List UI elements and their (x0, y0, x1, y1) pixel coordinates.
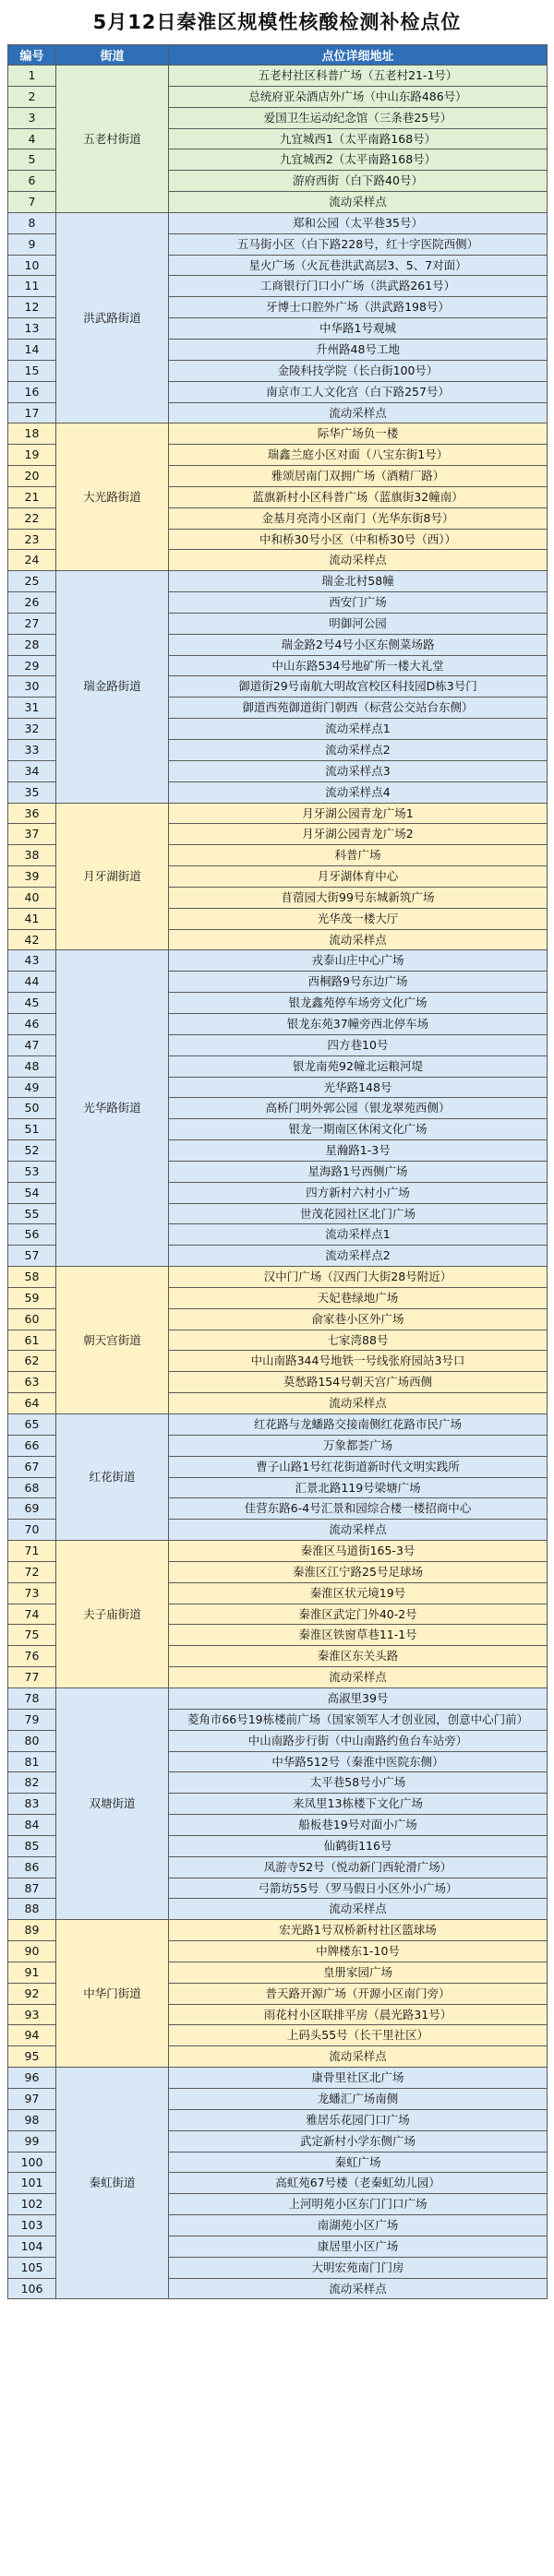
row-number: 4 (8, 128, 56, 149)
site-address: 上码头55号（长干里社区） (169, 2025, 548, 2046)
row-number: 82 (8, 1772, 56, 1794)
row-number: 45 (8, 993, 56, 1014)
site-address: 武定新村小学东侧广场 (169, 2130, 548, 2152)
row-number: 47 (8, 1034, 56, 1055)
row-number: 27 (8, 613, 56, 634)
row-number: 73 (8, 1582, 56, 1604)
row-number: 102 (8, 2194, 56, 2215)
row-number: 65 (8, 1414, 56, 1436)
site-address: 秦淮区铁窗草巷11-1号 (169, 1625, 548, 1646)
row-number: 87 (8, 1878, 56, 1899)
row-number: 36 (8, 803, 56, 824)
row-number: 14 (8, 339, 56, 360)
site-address: 科普广场 (169, 845, 548, 866)
table-row (8, 803, 548, 824)
row-number: 22 (8, 507, 56, 529)
site-address: 流动采样点 (169, 402, 548, 423)
table-row (8, 212, 548, 233)
site-address: 蓝旗新村小区科普广场（蓝旗街32幢南） (169, 486, 548, 507)
site-address: 红花路与龙蟠路交接南侧红花路市民广场 (169, 1414, 548, 1436)
row-number: 62 (8, 1351, 56, 1372)
site-address: 高桥门明外郭公园（银龙翠苑西侧） (169, 1098, 548, 1119)
row-number: 30 (8, 676, 56, 698)
site-address: 流动采样点 (169, 1520, 548, 1541)
row-number: 77 (8, 1667, 56, 1688)
row-number: 64 (8, 1393, 56, 1414)
site-address: 爱国卫生运动纪念馆（三条巷25号） (169, 107, 548, 128)
site-address: 流动采样点 (169, 1899, 548, 1920)
row-number: 9 (8, 233, 56, 255)
row-number: 55 (8, 1203, 56, 1224)
row-number: 33 (8, 740, 56, 761)
table-row (8, 2068, 548, 2089)
page-title: 5月12日秦淮区规模性核酸检测补检点位 (92, 11, 462, 33)
street-name: 秦虹街道 (56, 2068, 169, 2299)
site-address: 高淑里39号 (169, 1688, 548, 1709)
row-number: 3 (8, 107, 56, 128)
header-address: 点位详细地址 (169, 45, 548, 66)
site-address: 皇册家园广场 (169, 1962, 548, 1983)
row-number: 16 (8, 381, 56, 402)
site-address: 金基月亮湾小区南门（光华东街8号） (169, 507, 548, 529)
site-address: 星火广场（火瓦巷洪武高层3、5、7对面） (169, 255, 548, 276)
row-number: 104 (8, 2236, 56, 2257)
site-address: 流动采样点 (169, 192, 548, 213)
site-address: 金陵科技学院（长白街100号） (169, 360, 548, 381)
row-number: 48 (8, 1055, 56, 1077)
row-number: 26 (8, 592, 56, 614)
site-address: 工商银行门口小广场（洪武路261号） (169, 276, 548, 297)
row-number: 84 (8, 1815, 56, 1836)
site-address: 流动采样点 (169, 2278, 548, 2299)
site-address: 南京市工人文化宫（白下路257号） (169, 381, 548, 402)
row-number: 70 (8, 1520, 56, 1541)
site-address: 宏光路1号双桥新村社区篮球场 (169, 1920, 548, 1941)
site-address: 瑞金北村58幢 (169, 571, 548, 592)
row-number: 74 (8, 1604, 56, 1625)
row-number: 43 (8, 950, 56, 972)
site-address: 流动采样点 (169, 1667, 548, 1688)
site-address: 月牙湖公园青龙广场1 (169, 803, 548, 824)
header-street: 街道 (56, 45, 169, 66)
site-address: 船板巷19号对面小广场 (169, 1815, 548, 1836)
site-address: 西桐路9号东边广场 (169, 972, 548, 993)
row-number: 86 (8, 1856, 56, 1878)
site-address: 御道西苑御道街门朝西（标营公交站台东侧） (169, 698, 548, 719)
row-number: 52 (8, 1140, 56, 1162)
row-number: 2 (8, 86, 56, 107)
row-number: 57 (8, 1246, 56, 1267)
row-number: 37 (8, 824, 56, 845)
row-number: 88 (8, 1899, 56, 1920)
row-number: 81 (8, 1751, 56, 1772)
row-number: 98 (8, 2109, 56, 2130)
row-number: 90 (8, 1941, 56, 1962)
site-address: 南湖苑小区广场 (169, 2215, 548, 2236)
table-row (8, 423, 548, 445)
row-number: 13 (8, 318, 56, 340)
row-number: 56 (8, 1224, 56, 1246)
site-address: 秦淮区江宁路25号足球场 (169, 1561, 548, 1582)
site-address: 中山南路344号地铁一号线张府园站3号口 (169, 1351, 548, 1372)
site-address: 银龙一期南区休闲文化广场 (169, 1119, 548, 1140)
site-address: 世茂花园社区北门广场 (169, 1203, 548, 1224)
site-address: 七家湾88号 (169, 1330, 548, 1351)
site-address: 天妃巷绿地广场 (169, 1287, 548, 1308)
site-address: 秦淮区马道街165-3号 (169, 1541, 548, 1562)
site-address: 戎泰山庄中心广场 (169, 950, 548, 972)
site-address: 流动采样点 (169, 1393, 548, 1414)
row-number: 5 (8, 149, 56, 171)
row-number: 21 (8, 486, 56, 507)
row-number: 18 (8, 423, 56, 445)
row-number: 75 (8, 1625, 56, 1646)
row-number: 91 (8, 1962, 56, 1983)
site-address: 苜蓿园大街99号东城新筑广场 (169, 887, 548, 908)
table-row (8, 1541, 548, 1562)
street-name: 五老村街道 (56, 66, 169, 213)
row-number: 79 (8, 1709, 56, 1730)
row-number: 54 (8, 1182, 56, 1203)
site-address: 秦淮区东关头路 (169, 1646, 548, 1667)
row-number: 32 (8, 719, 56, 740)
site-address: 汉中门广场（汉西门大街28号附近） (169, 1267, 548, 1288)
site-address: 九宜城西2（太平南路168号） (169, 149, 548, 171)
site-address: 流动采样点4 (169, 781, 548, 803)
row-number: 72 (8, 1561, 56, 1582)
site-address: 流动采样点1 (169, 1224, 548, 1246)
row-number: 39 (8, 866, 56, 888)
row-number: 96 (8, 2068, 56, 2089)
site-address: 康骨里社区北广场 (169, 2068, 548, 2089)
row-number: 105 (8, 2257, 56, 2278)
site-address: 瑞鑫兰庭小区对面（八宝东街1号） (169, 445, 548, 466)
site-address: 凤游寺52号（悦动新门西轮滑广场） (169, 1856, 548, 1878)
row-number: 11 (8, 276, 56, 297)
site-address: 月牙湖公园青龙广场2 (169, 824, 548, 845)
street-name: 瑞金路街道 (56, 571, 169, 803)
site-address: 中山东路534号地矿所一楼大礼堂 (169, 655, 548, 676)
site-address: 光华茂一楼大厅 (169, 908, 548, 929)
table-row (8, 571, 548, 592)
row-number: 92 (8, 1983, 56, 2004)
site-address: 流动采样点 (169, 929, 548, 950)
street-name: 夫子庙街道 (56, 1541, 169, 1688)
site-address: 龙蟠汇广场南侧 (169, 2089, 548, 2110)
row-number: 42 (8, 929, 56, 950)
street-name: 月牙湖街道 (56, 803, 169, 950)
row-number: 17 (8, 402, 56, 423)
site-address: 际华广场负一楼 (169, 423, 548, 445)
site-address: 康居里小区广场 (169, 2236, 548, 2257)
site-address: 光华路148号 (169, 1077, 548, 1098)
row-number: 103 (8, 2215, 56, 2236)
row-number: 101 (8, 2173, 56, 2194)
site-address: 仙鹤街116号 (169, 1835, 548, 1856)
row-number: 34 (8, 760, 56, 781)
site-address: 俞家巷小区外广场 (169, 1308, 548, 1330)
row-number: 69 (8, 1498, 56, 1520)
table-row (8, 66, 548, 87)
site-address: 五老村社区科普广场（五老村21-1号） (169, 66, 548, 87)
row-number: 35 (8, 781, 56, 803)
row-number: 8 (8, 212, 56, 233)
row-number: 40 (8, 887, 56, 908)
table-header-row (8, 45, 548, 66)
row-number: 44 (8, 972, 56, 993)
site-address: 总统府亚朵酒店外广场（中山东路486号） (169, 86, 548, 107)
site-address: 牙博士口腔外广场（洪武路198号） (169, 297, 548, 318)
row-number: 51 (8, 1119, 56, 1140)
site-address: 弓箭坊55号（罗马假日小区外小广场） (169, 1878, 548, 1899)
site-address: 中山南路步行街（中山南路约鱼台车站旁） (169, 1730, 548, 1751)
site-address: 银龙东苑37幢旁西北停车场 (169, 1013, 548, 1034)
site-address: 四方巷10号 (169, 1034, 548, 1055)
row-number: 12 (8, 297, 56, 318)
row-number: 93 (8, 2004, 56, 2025)
row-number: 97 (8, 2089, 56, 2110)
row-number: 25 (8, 571, 56, 592)
site-address: 郑和公园（太平巷35号） (169, 212, 548, 233)
row-number: 23 (8, 529, 56, 550)
site-address: 星海路1号西侧广场 (169, 1161, 548, 1182)
row-number: 19 (8, 445, 56, 466)
site-address: 高虹苑67号楼（老秦虹幼儿园） (169, 2173, 548, 2194)
row-number: 76 (8, 1646, 56, 1667)
row-number: 53 (8, 1161, 56, 1182)
site-address: 雨花村小区联排平房（晨光路31号） (169, 2004, 548, 2025)
table-row (8, 1920, 548, 1941)
site-address: 雅居乐花园门口广场 (169, 2109, 548, 2130)
site-address: 流动采样点 (169, 2046, 548, 2068)
table-row (8, 950, 548, 972)
street-name: 红花街道 (56, 1414, 169, 1541)
row-number: 50 (8, 1098, 56, 1119)
row-number: 24 (8, 550, 56, 571)
site-address: 中牌楼东1-10号 (169, 1941, 548, 1962)
row-number: 15 (8, 360, 56, 381)
site-address: 曹子山路1号红花街道新时代文明实践所 (169, 1456, 548, 1477)
site-address: 四方新村六村小广场 (169, 1182, 548, 1203)
site-address: 雅颂居南门双拥广场（酒精厂路） (169, 466, 548, 487)
site-address: 升州路48号工地 (169, 339, 548, 360)
row-number: 6 (8, 171, 56, 192)
row-number: 89 (8, 1920, 56, 1941)
site-address: 瑞金路2号4号小区东侧菜场路 (169, 634, 548, 655)
row-number: 95 (8, 2046, 56, 2068)
row-number: 99 (8, 2130, 56, 2152)
site-address: 太平巷58号小广场 (169, 1772, 548, 1794)
site-address: 秦虹广场 (169, 2152, 548, 2173)
site-address: 流动采样点 (169, 550, 548, 571)
row-number: 63 (8, 1372, 56, 1393)
row-number: 68 (8, 1477, 56, 1498)
row-number: 83 (8, 1794, 56, 1815)
site-address: 流动采样点2 (169, 1246, 548, 1267)
row-number: 67 (8, 1456, 56, 1477)
street-name: 大光路街道 (56, 423, 169, 571)
site-address: 菱角市66号19栋楼前广场（国家领军人才创业园，创意中心门前） (169, 1709, 548, 1730)
row-number: 58 (8, 1267, 56, 1288)
site-address: 流动采样点3 (169, 760, 548, 781)
site-address: 秦淮区状元境19号 (169, 1582, 548, 1604)
site-address: 五马街小区（白下路228号，红十字医院西侧） (169, 233, 548, 255)
site-address: 中和桥30号小区（中和桥30号（西）） (169, 529, 548, 550)
table-body (8, 66, 548, 2299)
row-number: 61 (8, 1330, 56, 1351)
site-address: 流动采样点2 (169, 740, 548, 761)
site-address: 莫愁路154号朝天宫广场西侧 (169, 1372, 548, 1393)
site-address: 银龙南苑92幢北运粮河堤 (169, 1055, 548, 1077)
site-address: 上河明苑小区东门门口广场 (169, 2194, 548, 2215)
site-address: 中华路512号（秦淮中医院东侧） (169, 1751, 548, 1772)
site-address: 大明宏苑南门门房 (169, 2257, 548, 2278)
table-row (8, 1688, 548, 1709)
site-address: 汇景北路119号梁塘广场 (169, 1477, 548, 1498)
street-name: 朝天宫街道 (56, 1267, 169, 1414)
row-number: 31 (8, 698, 56, 719)
site-address: 明御河公园 (169, 613, 548, 634)
street-name: 光华路街道 (56, 950, 169, 1267)
site-address: 御道街29号南航大明故宫校区科技园D栋3号门 (169, 676, 548, 698)
row-number: 10 (8, 255, 56, 276)
street-name: 洪武路街道 (56, 212, 169, 423)
testing-sites-table (7, 44, 548, 2299)
street-name: 双塘街道 (56, 1688, 169, 1919)
row-number: 29 (8, 655, 56, 676)
row-number: 1 (8, 66, 56, 87)
row-number: 85 (8, 1835, 56, 1856)
site-address: 游府西街（白下路40号） (169, 171, 548, 192)
street-name: 中华门街道 (56, 1920, 169, 2068)
table-row (8, 1414, 548, 1436)
table-row (8, 1267, 548, 1288)
row-number: 100 (8, 2152, 56, 2173)
row-number: 80 (8, 1730, 56, 1751)
row-number: 106 (8, 2278, 56, 2299)
site-address: 普天路开源广场（开源小区南门旁） (169, 1983, 548, 2004)
row-number: 41 (8, 908, 56, 929)
row-number: 49 (8, 1077, 56, 1098)
site-address: 银龙鑫苑停车场旁文化广场 (169, 993, 548, 1014)
row-number: 94 (8, 2025, 56, 2046)
row-number: 60 (8, 1308, 56, 1330)
row-number: 66 (8, 1435, 56, 1456)
site-address: 西安门广场 (169, 592, 548, 614)
site-address: 佳营东路6-4号汇景和园综合楼一楼招商中心 (169, 1498, 548, 1520)
row-number: 46 (8, 1013, 56, 1034)
site-address: 月牙湖体育中心 (169, 866, 548, 888)
site-address: 来凤里13栋楼下文化广场 (169, 1794, 548, 1815)
site-address: 秦淮区武定门外40-2号 (169, 1604, 548, 1625)
header-number: 编号 (8, 45, 56, 66)
site-address: 星瀚路1-3号 (169, 1140, 548, 1162)
row-number: 7 (8, 192, 56, 213)
row-number: 20 (8, 466, 56, 487)
site-address: 中华路1号观城 (169, 318, 548, 340)
site-address: 九宜城西1（太平南路168号） (169, 128, 548, 149)
row-number: 71 (8, 1541, 56, 1562)
row-number: 78 (8, 1688, 56, 1709)
row-number: 38 (8, 845, 56, 866)
row-number: 59 (8, 1287, 56, 1308)
site-address: 流动采样点1 (169, 719, 548, 740)
site-address: 万象都荟广场 (169, 1435, 548, 1456)
row-number: 28 (8, 634, 56, 655)
